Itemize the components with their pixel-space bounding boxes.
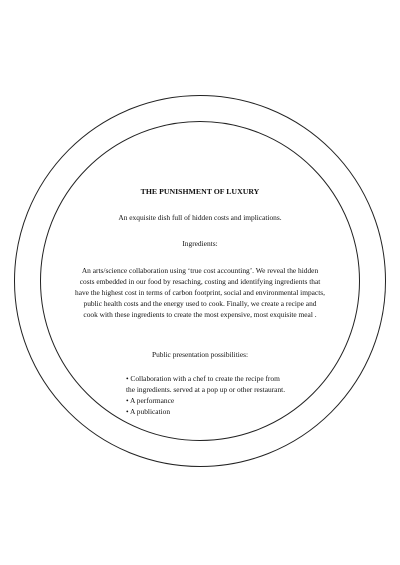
description-line: costs embedded in our food by resaching, costing and identifying ingredients that bbox=[79, 276, 321, 286]
list-item: • Collaboration with a chef to create the recipe from bbox=[126, 373, 280, 383]
description-paragraph bbox=[58, 265, 342, 321]
description-line: An arts/science collaboration using ‘true cost accounting’. We reveal the hidden bbox=[81, 265, 319, 275]
list-item: • A publication bbox=[126, 407, 171, 417]
subtitle: An exquisite dish full of hidden costs and implications. bbox=[118, 213, 282, 223]
plate-text bbox=[58, 186, 342, 418]
ingredients-heading: Ingredients: bbox=[182, 239, 218, 249]
presentation-list bbox=[126, 373, 316, 418]
presentation-heading: Public presentation possibilities: bbox=[151, 349, 249, 359]
list-item-continuation: the ingredients. served at a pop up or other restaurant. bbox=[126, 385, 286, 395]
list-item: • A performance bbox=[126, 396, 175, 406]
description-line: public health costs and the energy used to cook. Finally, we create a recipe and bbox=[83, 299, 317, 309]
document-title: THE PUNISHMENT OF LUXURY bbox=[140, 187, 260, 196]
description-line: have the highest cost in terms of carbon footprint, social and environmental impacts, bbox=[75, 288, 325, 298]
description-line: cook with these ingredients to create the most expensive, most exquisite meal . bbox=[83, 310, 317, 320]
